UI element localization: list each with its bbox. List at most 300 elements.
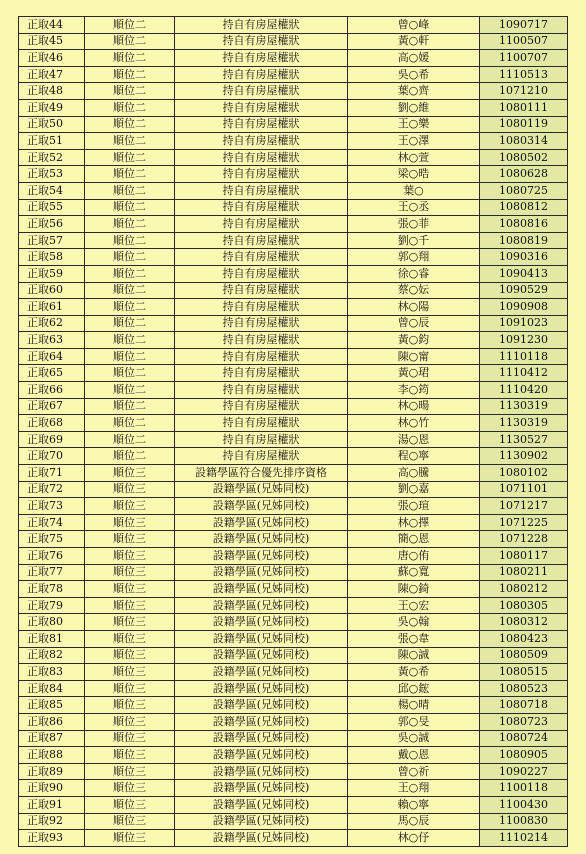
admit-id-cell: 正取72	[19, 481, 85, 498]
admit-id-cell: 正取53	[19, 166, 85, 183]
priority-cell: 順位二	[85, 398, 175, 415]
category-cell: 設籍學區(兄姊同校)	[175, 630, 348, 647]
name-cell: 林○萱	[348, 149, 480, 166]
date-cell: 1110513	[480, 66, 568, 83]
admit-id-cell: 正取84	[19, 680, 85, 697]
priority-cell: 順位二	[85, 116, 175, 133]
category-cell: 持自有房屋權狀	[175, 232, 348, 249]
category-cell: 持自有房屋權狀	[175, 66, 348, 83]
admit-id-cell: 正取64	[19, 348, 85, 365]
table-row	[19, 647, 568, 664]
table-row	[19, 199, 568, 216]
table-row	[19, 465, 568, 482]
priority-cell: 順位二	[85, 382, 175, 399]
admit-id-cell: 正取70	[19, 448, 85, 465]
table-row	[19, 299, 568, 316]
name-cell: 王○翔	[348, 780, 480, 797]
table-row	[19, 348, 568, 365]
admit-id-cell: 正取92	[19, 813, 85, 830]
admit-id-cell: 正取63	[19, 332, 85, 349]
date-cell: 1080812	[480, 199, 568, 216]
name-cell: 曾○祈	[348, 763, 480, 780]
admit-id-cell: 正取52	[19, 149, 85, 166]
name-cell: 曾○峰	[348, 17, 480, 34]
table-row	[19, 216, 568, 233]
date-cell: 1090227	[480, 763, 568, 780]
admit-id-cell: 正取49	[19, 99, 85, 116]
priority-cell: 順位三	[85, 780, 175, 797]
date-cell: 1071210	[480, 83, 568, 100]
name-cell: 程○寧	[348, 448, 480, 465]
date-cell: 1080212	[480, 581, 568, 598]
table-row	[19, 133, 568, 150]
date-cell: 1080102	[480, 465, 568, 482]
category-cell: 設籍學區(兄姊同校)	[175, 498, 348, 515]
admit-id-cell: 正取46	[19, 50, 85, 67]
table-row	[19, 149, 568, 166]
priority-cell: 順位二	[85, 149, 175, 166]
admit-id-cell: 正取50	[19, 116, 85, 133]
priority-cell: 順位二	[85, 99, 175, 116]
date-cell: 1100507	[480, 33, 568, 50]
table-row	[19, 265, 568, 282]
date-cell: 1080816	[480, 216, 568, 233]
date-cell: 1071225	[480, 514, 568, 531]
table-row	[19, 166, 568, 183]
name-cell: 邱○鋐	[348, 680, 480, 697]
admit-id-cell: 正取58	[19, 249, 85, 266]
table-row	[19, 796, 568, 813]
admit-id-cell: 正取83	[19, 664, 85, 681]
admit-id-cell: 正取71	[19, 465, 85, 482]
date-cell: 1080718	[480, 697, 568, 714]
table-row	[19, 249, 568, 266]
table-row	[19, 315, 568, 332]
date-cell: 1100118	[480, 780, 568, 797]
category-cell: 設籍學區符合優先排序資格	[175, 465, 348, 482]
name-cell: 黃○珺	[348, 365, 480, 382]
admit-id-cell: 正取60	[19, 282, 85, 299]
admission-table-body	[19, 17, 568, 847]
date-cell: 1080723	[480, 713, 568, 730]
date-cell: 1090717	[480, 17, 568, 34]
table-row	[19, 514, 568, 531]
priority-cell: 順位三	[85, 614, 175, 631]
category-cell: 設籍學區(兄姊同校)	[175, 796, 348, 813]
category-cell: 持自有房屋權狀	[175, 415, 348, 432]
category-cell: 設籍學區(兄姊同校)	[175, 614, 348, 631]
name-cell: 吳○誠	[348, 730, 480, 747]
category-cell: 持自有房屋權狀	[175, 149, 348, 166]
name-cell: 王○樂	[348, 116, 480, 133]
admit-id-cell: 正取62	[19, 315, 85, 332]
date-cell: 1091023	[480, 315, 568, 332]
name-cell: 高○媛	[348, 50, 480, 67]
admission-table	[18, 16, 568, 847]
category-cell: 設籍學區(兄姊同校)	[175, 680, 348, 697]
table-row	[19, 531, 568, 548]
admit-id-cell: 正取51	[19, 133, 85, 150]
date-cell: 1110118	[480, 348, 568, 365]
name-cell: 唐○侑	[348, 548, 480, 565]
priority-cell: 順位三	[85, 498, 175, 515]
name-cell: 劉○千	[348, 232, 480, 249]
category-cell: 設籍學區(兄姊同校)	[175, 597, 348, 614]
category-cell: 設籍學區(兄姊同校)	[175, 548, 348, 565]
name-cell: 林○竹	[348, 415, 480, 432]
admit-id-cell: 正取76	[19, 548, 85, 565]
admit-id-cell: 正取90	[19, 780, 85, 797]
category-cell: 持自有房屋權狀	[175, 166, 348, 183]
admit-id-cell: 正取59	[19, 265, 85, 282]
category-cell: 持自有房屋權狀	[175, 83, 348, 100]
date-cell: 1100830	[480, 813, 568, 830]
date-cell: 1080724	[480, 730, 568, 747]
admit-id-cell: 正取67	[19, 398, 85, 415]
priority-cell: 順位二	[85, 315, 175, 332]
priority-cell: 順位三	[85, 597, 175, 614]
table-row	[19, 498, 568, 515]
name-cell: 簡○恩	[348, 531, 480, 548]
priority-cell: 順位二	[85, 431, 175, 448]
category-cell: 持自有房屋權狀	[175, 315, 348, 332]
name-cell: 徐○睿	[348, 265, 480, 282]
table-row	[19, 382, 568, 399]
date-cell: 1090529	[480, 282, 568, 299]
name-cell: 吳○希	[348, 66, 480, 83]
category-cell: 持自有房屋權狀	[175, 182, 348, 199]
admit-id-cell: 正取74	[19, 514, 85, 531]
priority-cell: 順位二	[85, 133, 175, 150]
date-cell: 1130527	[480, 431, 568, 448]
table-row	[19, 630, 568, 647]
priority-cell: 順位二	[85, 348, 175, 365]
name-cell: 黃○希	[348, 664, 480, 681]
category-cell: 設籍學區(兄姊同校)	[175, 581, 348, 598]
admit-id-cell: 正取68	[19, 415, 85, 432]
name-cell: 劉○維	[348, 99, 480, 116]
admit-id-cell: 正取47	[19, 66, 85, 83]
priority-cell: 順位二	[85, 365, 175, 382]
priority-cell: 順位二	[85, 50, 175, 67]
admit-id-cell: 正取77	[19, 564, 85, 581]
name-cell: 王○澤	[348, 133, 480, 150]
table-row	[19, 830, 568, 847]
name-cell: 陳○錡	[348, 581, 480, 598]
category-cell: 持自有房屋權狀	[175, 216, 348, 233]
admit-id-cell: 正取73	[19, 498, 85, 515]
category-cell: 持自有房屋權狀	[175, 133, 348, 150]
category-cell: 持自有房屋權狀	[175, 249, 348, 266]
admit-id-cell: 正取61	[19, 299, 85, 316]
priority-cell: 順位二	[85, 33, 175, 50]
name-cell: 劉○嘉	[348, 481, 480, 498]
category-cell: 持自有房屋權狀	[175, 282, 348, 299]
date-cell: 1090908	[480, 299, 568, 316]
category-cell: 設籍學區(兄姊同校)	[175, 780, 348, 797]
priority-cell: 順位二	[85, 232, 175, 249]
date-cell: 1080312	[480, 614, 568, 631]
category-cell: 設籍學區(兄姊同校)	[175, 697, 348, 714]
category-cell: 設籍學區(兄姊同校)	[175, 514, 348, 531]
category-cell: 持自有房屋權狀	[175, 99, 348, 116]
category-cell: 持自有房屋權狀	[175, 348, 348, 365]
category-cell: 設籍學區(兄姊同校)	[175, 564, 348, 581]
admit-id-cell: 正取81	[19, 630, 85, 647]
date-cell: 1071217	[480, 498, 568, 515]
category-cell: 設籍學區(兄姊同校)	[175, 647, 348, 664]
name-cell: 郭○旻	[348, 713, 480, 730]
table-row	[19, 398, 568, 415]
category-cell: 持自有房屋權狀	[175, 448, 348, 465]
priority-cell: 順位三	[85, 647, 175, 664]
name-cell: 高○騰	[348, 465, 480, 482]
priority-cell: 順位二	[85, 216, 175, 233]
name-cell: 賴○寧	[348, 796, 480, 813]
priority-cell: 順位二	[85, 448, 175, 465]
admit-id-cell: 正取44	[19, 17, 85, 34]
admit-id-cell: 正取55	[19, 199, 85, 216]
name-cell: 郭○翔	[348, 249, 480, 266]
category-cell: 持自有房屋權狀	[175, 50, 348, 67]
date-cell: 1080509	[480, 647, 568, 664]
name-cell: 王○宏	[348, 597, 480, 614]
name-cell: 蔡○妘	[348, 282, 480, 299]
priority-cell: 順位二	[85, 249, 175, 266]
priority-cell: 順位三	[85, 630, 175, 647]
table-row	[19, 713, 568, 730]
name-cell: 張○韋	[348, 630, 480, 647]
name-cell: 曾○辰	[348, 315, 480, 332]
category-cell: 持自有房屋權狀	[175, 116, 348, 133]
name-cell: 戴○恩	[348, 747, 480, 764]
date-cell: 1080523	[480, 680, 568, 697]
date-cell: 1080117	[480, 548, 568, 565]
date-cell: 1080905	[480, 747, 568, 764]
table-row	[19, 365, 568, 382]
date-cell: 1080305	[480, 597, 568, 614]
name-cell: 吳○翰	[348, 614, 480, 631]
priority-cell: 順位二	[85, 182, 175, 199]
admit-id-cell: 正取48	[19, 83, 85, 100]
name-cell: 黃○軒	[348, 33, 480, 50]
priority-cell: 順位三	[85, 581, 175, 598]
category-cell: 設籍學區(兄姊同校)	[175, 830, 348, 847]
admit-id-cell: 正取79	[19, 597, 85, 614]
priority-cell: 順位二	[85, 17, 175, 34]
date-cell: 1080423	[480, 630, 568, 647]
table-row	[19, 50, 568, 67]
category-cell: 持自有房屋權狀	[175, 33, 348, 50]
category-cell: 設籍學區(兄姊同校)	[175, 531, 348, 548]
priority-cell: 順位二	[85, 199, 175, 216]
table-row	[19, 33, 568, 50]
admit-id-cell: 正取88	[19, 747, 85, 764]
priority-cell: 順位三	[85, 813, 175, 830]
priority-cell: 順位三	[85, 531, 175, 548]
name-cell: 林○擇	[348, 514, 480, 531]
priority-cell: 順位二	[85, 282, 175, 299]
priority-cell: 順位三	[85, 763, 175, 780]
priority-cell: 順位三	[85, 548, 175, 565]
table-row	[19, 481, 568, 498]
date-cell: 1130319	[480, 398, 568, 415]
admit-id-cell: 正取87	[19, 730, 85, 747]
table-row	[19, 83, 568, 100]
date-cell: 1110214	[480, 830, 568, 847]
name-cell: 葉○	[348, 182, 480, 199]
category-cell: 持自有房屋權狀	[175, 382, 348, 399]
category-cell: 持自有房屋權狀	[175, 199, 348, 216]
admit-id-cell: 正取45	[19, 33, 85, 50]
priority-cell: 順位二	[85, 299, 175, 316]
table-row	[19, 332, 568, 349]
category-cell: 設籍學區(兄姊同校)	[175, 664, 348, 681]
priority-cell: 順位二	[85, 265, 175, 282]
priority-cell: 順位三	[85, 465, 175, 482]
category-cell: 持自有房屋權狀	[175, 398, 348, 415]
date-cell: 1100430	[480, 796, 568, 813]
name-cell: 張○瑄	[348, 498, 480, 515]
name-cell: 湯○恩	[348, 431, 480, 448]
name-cell: 林○陽	[348, 299, 480, 316]
table-row	[19, 282, 568, 299]
admit-id-cell: 正取86	[19, 713, 85, 730]
priority-cell: 順位三	[85, 830, 175, 847]
table-row	[19, 548, 568, 565]
table-row	[19, 680, 568, 697]
admit-id-cell: 正取69	[19, 431, 85, 448]
date-cell: 1110420	[480, 382, 568, 399]
table-row	[19, 747, 568, 764]
table-row	[19, 116, 568, 133]
priority-cell: 順位三	[85, 697, 175, 714]
name-cell: 楊○晴	[348, 697, 480, 714]
admit-id-cell: 正取57	[19, 232, 85, 249]
category-cell: 持自有房屋權狀	[175, 431, 348, 448]
name-cell: 葉○齊	[348, 83, 480, 100]
date-cell: 1080111	[480, 99, 568, 116]
date-cell: 1130902	[480, 448, 568, 465]
name-cell: 陳○甯	[348, 348, 480, 365]
date-cell: 1100707	[480, 50, 568, 67]
name-cell: 黃○鈞	[348, 332, 480, 349]
table-row	[19, 448, 568, 465]
table-row	[19, 614, 568, 631]
date-cell: 1110412	[480, 365, 568, 382]
admit-id-cell: 正取91	[19, 796, 85, 813]
table-row	[19, 780, 568, 797]
admit-id-cell: 正取80	[19, 614, 85, 631]
date-cell: 1080314	[480, 133, 568, 150]
date-cell: 1080211	[480, 564, 568, 581]
table-row	[19, 664, 568, 681]
table-row	[19, 17, 568, 34]
admit-id-cell: 正取66	[19, 382, 85, 399]
priority-cell: 順位二	[85, 66, 175, 83]
date-cell: 1080725	[480, 182, 568, 199]
table-row	[19, 763, 568, 780]
priority-cell: 順位三	[85, 514, 175, 531]
date-cell: 1071228	[480, 531, 568, 548]
category-cell: 持自有房屋權狀	[175, 265, 348, 282]
date-cell: 1080819	[480, 232, 568, 249]
admit-id-cell: 正取82	[19, 647, 85, 664]
name-cell: 張○菲	[348, 216, 480, 233]
priority-cell: 順位二	[85, 332, 175, 349]
category-cell: 設籍學區(兄姊同校)	[175, 481, 348, 498]
admit-id-cell: 正取89	[19, 763, 85, 780]
date-cell: 1080502	[480, 149, 568, 166]
table-row	[19, 99, 568, 116]
admit-id-cell: 正取54	[19, 182, 85, 199]
admission-list-sheet	[18, 16, 567, 847]
name-cell: 王○丞	[348, 199, 480, 216]
date-cell: 1080628	[480, 166, 568, 183]
name-cell: 李○筠	[348, 382, 480, 399]
category-cell: 持自有房屋權狀	[175, 365, 348, 382]
priority-cell: 順位三	[85, 747, 175, 764]
priority-cell: 順位三	[85, 664, 175, 681]
table-row	[19, 581, 568, 598]
priority-cell: 順位三	[85, 713, 175, 730]
table-row	[19, 232, 568, 249]
admit-id-cell: 正取75	[19, 531, 85, 548]
admit-id-cell: 正取93	[19, 830, 85, 847]
category-cell: 持自有房屋權狀	[175, 17, 348, 34]
table-row	[19, 730, 568, 747]
admit-id-cell: 正取65	[19, 365, 85, 382]
table-row	[19, 66, 568, 83]
date-cell: 1071101	[480, 481, 568, 498]
admit-id-cell: 正取78	[19, 581, 85, 598]
table-row	[19, 813, 568, 830]
category-cell: 設籍學區(兄姊同校)	[175, 763, 348, 780]
priority-cell: 順位二	[85, 166, 175, 183]
priority-cell: 順位二	[85, 415, 175, 432]
priority-cell: 順位三	[85, 564, 175, 581]
priority-cell: 順位三	[85, 796, 175, 813]
date-cell: 1090316	[480, 249, 568, 266]
priority-cell: 順位二	[85, 83, 175, 100]
category-cell: 設籍學區(兄姊同校)	[175, 747, 348, 764]
date-cell: 1080515	[480, 664, 568, 681]
date-cell: 1090413	[480, 265, 568, 282]
category-cell: 持自有房屋權狀	[175, 299, 348, 316]
date-cell: 1091230	[480, 332, 568, 349]
admit-id-cell: 正取56	[19, 216, 85, 233]
priority-cell: 順位三	[85, 680, 175, 697]
table-row	[19, 597, 568, 614]
name-cell: 林○伃	[348, 830, 480, 847]
date-cell: 1080119	[480, 116, 568, 133]
name-cell: 蘇○寬	[348, 564, 480, 581]
table-row	[19, 697, 568, 714]
name-cell: 馬○辰	[348, 813, 480, 830]
priority-cell: 順位三	[85, 481, 175, 498]
table-row	[19, 431, 568, 448]
priority-cell: 順位三	[85, 730, 175, 747]
table-row	[19, 182, 568, 199]
name-cell: 梁○晧	[348, 166, 480, 183]
name-cell: 林○暘	[348, 398, 480, 415]
name-cell: 陳○誠	[348, 647, 480, 664]
table-row	[19, 564, 568, 581]
table-row	[19, 415, 568, 432]
category-cell: 持自有房屋權狀	[175, 332, 348, 349]
category-cell: 設籍學區(兄姊同校)	[175, 813, 348, 830]
category-cell: 設籍學區(兄姊同校)	[175, 730, 348, 747]
